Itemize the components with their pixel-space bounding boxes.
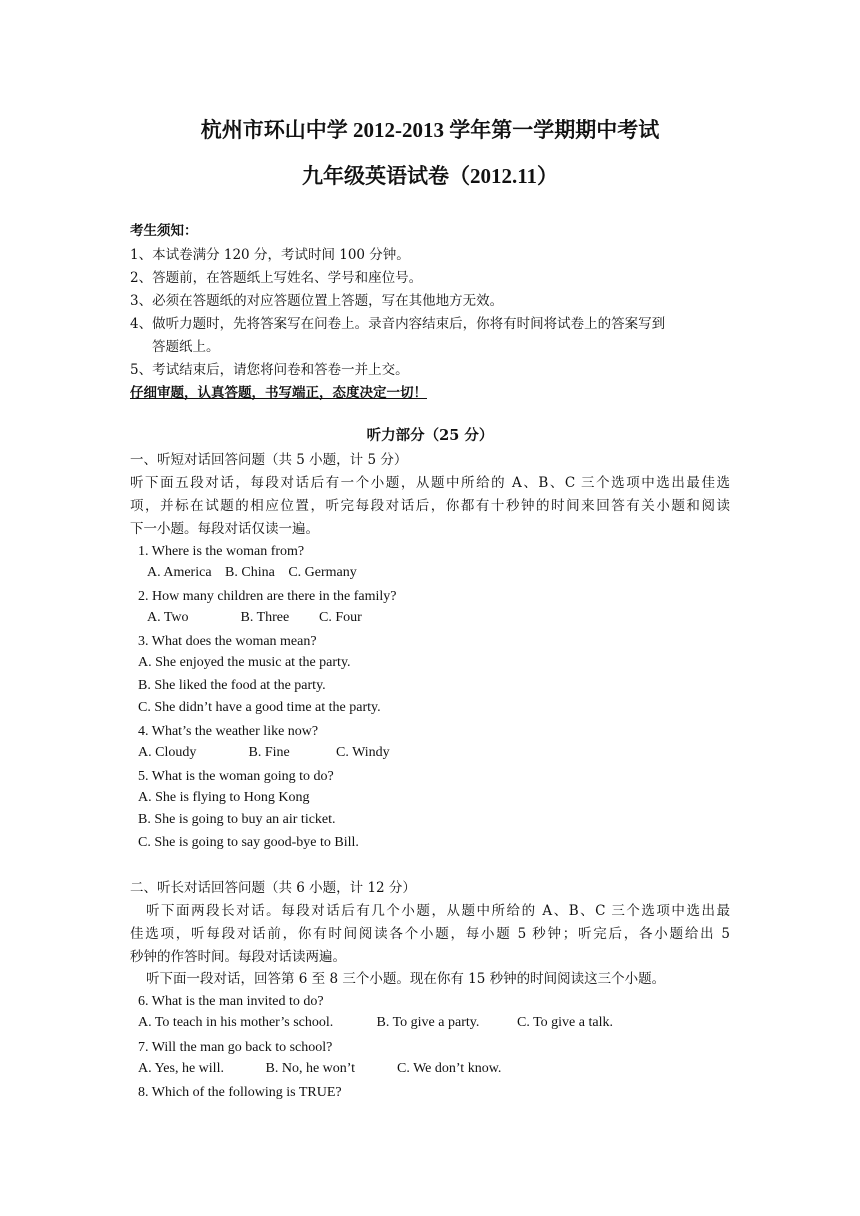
question-1-options <box>147 564 747 582</box>
part2-title: 二、听长对话回答问题（共 6 小题，计 12 分） <box>130 880 416 896</box>
notice-motto: 仔细审题，认真答题，书写端正，态度决定一切！ <box>130 385 427 401</box>
question-5: 5. What is the woman going to do? <box>138 769 334 784</box>
option-b: B. No, he won’t <box>265 1061 356 1076</box>
option-b: B. Three <box>240 610 290 625</box>
option-a: A. Yes, he will. <box>138 1061 224 1076</box>
question-6: 6. What is the man invited to do? <box>138 994 324 1009</box>
exam-subtitle: 九年级英语试卷（2012.11） <box>301 164 559 188</box>
part1-title: 一、听短对话回答问题（共 5 小题，计 5 分） <box>130 452 408 468</box>
option-b: B. She is going to buy an air ticket. <box>138 812 336 827</box>
question-4-options <box>138 744 738 762</box>
option-a: A. Cloudy <box>138 745 197 760</box>
question-3: 3. What does the woman mean? <box>138 634 317 649</box>
option-a: A. She enjoyed the music at the party. <box>138 655 351 670</box>
question-7: 7. Will the man go back to school? <box>138 1040 333 1055</box>
option-b: B. She liked the food at the party. <box>138 678 326 693</box>
option-b: B. China <box>225 565 275 580</box>
option-a: A. America <box>147 565 212 580</box>
part1-instruction: 项，并标在试题的相应位置，听完每段对话后，你都有十秒钟的时间来回答有关小题和阅读 <box>130 498 730 514</box>
option-c: C. Windy <box>336 745 390 760</box>
option-c: C. She didn’t have a good time at the party. <box>138 700 381 715</box>
part2-instruction: 听下面一段对话，回答第 6 至 8 三个小题。现在你有 15 秒钟的时间阅读这三个小题。 <box>146 971 666 987</box>
question-4: 4. What’s the weather like now? <box>138 724 319 739</box>
part2-instruction: 秒钟的作答时间。每段对话读两遍。 <box>130 949 346 965</box>
notice-item: 答题纸上。 <box>152 339 220 355</box>
notice-item: 1、本试卷满分 120 分，考试时间 100 分钟。 <box>130 247 410 263</box>
question-2-options <box>147 609 747 627</box>
notice-item: 4、做听力题时，先将答案写在问卷上。录音内容结束后，你将有时间将试卷上的答案写到 <box>130 316 666 332</box>
question-8: 8. Which of the following is TRUE? <box>138 1085 342 1100</box>
option-c: C. We don’t know. <box>397 1061 502 1076</box>
option-a: A. She is flying to Hong Kong <box>138 790 310 805</box>
notice-heading: 考生须知： <box>130 223 198 239</box>
part1-instruction: 听下面五段对话，每段对话后有一个小题，从题中所给的 A、B、C 三个选项中选出最佳选 <box>130 475 730 491</box>
option-c: C. To give a talk. <box>517 1015 613 1030</box>
option-c: C. Four <box>319 610 362 625</box>
question-6-options <box>138 1014 738 1032</box>
question-1: 1. Where is the woman from? <box>138 544 305 559</box>
option-c: C. She is going to say good-bye to Bill. <box>138 835 359 850</box>
part1-instruction: 下一小题。每段对话仅读一遍。 <box>130 521 319 537</box>
notice-item: 5、考试结束后，请您将问卷和答卷一并上交。 <box>130 362 409 378</box>
listening-heading: 听力部分（25 分） <box>366 427 494 444</box>
question-7-options <box>138 1060 738 1078</box>
option-a: A. To teach in his mother’s school. <box>138 1015 334 1030</box>
notice-item: 3、必须在答题纸的对应答题位置上答题，写在其他地方无效。 <box>130 293 504 309</box>
option-b: B. To give a party. <box>376 1015 480 1030</box>
question-2: 2. How many children are there in the family? <box>138 589 397 604</box>
part2-instruction: 佳选项，听每段对话前，你有时间阅读各个小题，每小题 5 秒钟；听完后，各小题给出 5 <box>130 926 730 942</box>
option-b: B. Fine <box>248 745 290 760</box>
part2-instruction: 听下面两段长对话。每段对话后有几个小题，从题中所给的 A、B、C 三个选项中选出最 <box>146 903 730 919</box>
option-c: C. Germany <box>288 565 357 580</box>
exam-title: 杭州市环山中学 2012-2013 学年第一学期期中考试 <box>200 118 660 142</box>
option-a: A. Two <box>147 610 189 625</box>
notice-item: 2、答题前，在答题纸上写姓名、学号和座位号。 <box>130 270 423 286</box>
